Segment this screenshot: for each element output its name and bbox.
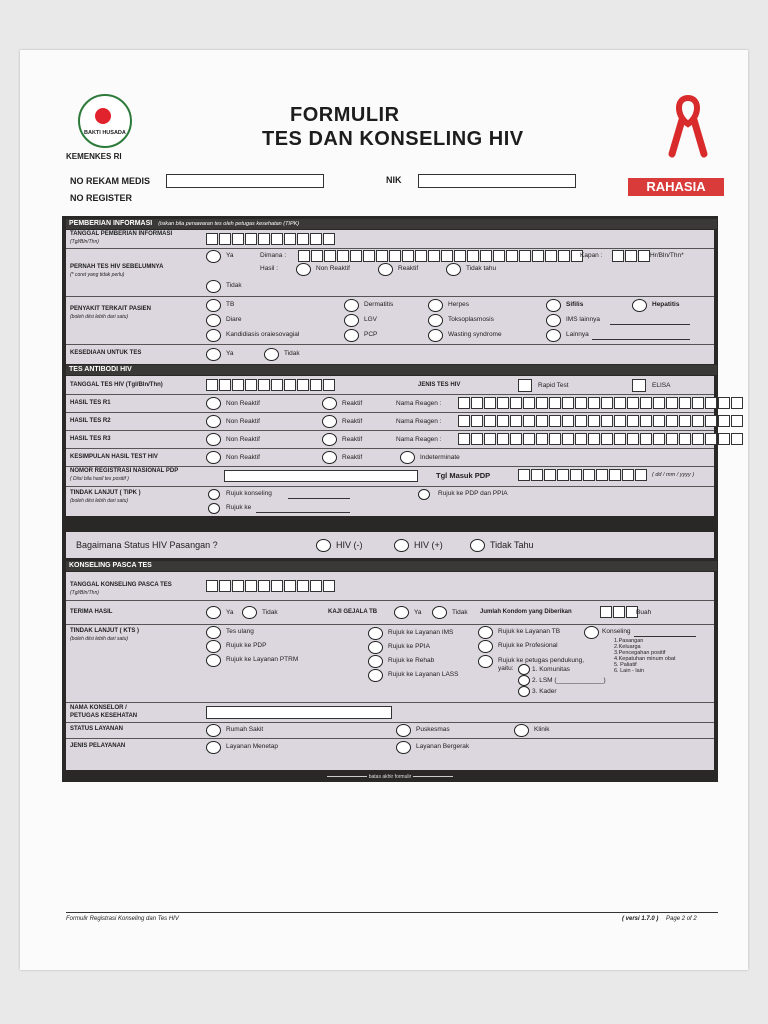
pend-kader-radio[interactable] xyxy=(518,686,530,697)
penyakit-hepatitis-radio[interactable] xyxy=(632,299,647,312)
status-rs-radio[interactable] xyxy=(206,724,221,737)
nik-input[interactable] xyxy=(418,174,576,188)
row-r2 xyxy=(66,412,714,431)
row-label: TANGGAL TES HIV (Tgl/Bln/Thn) xyxy=(70,382,163,388)
opt-label: Reaktif xyxy=(398,265,419,272)
opt-label: Sifilis xyxy=(566,301,584,308)
pend-kom-radio[interactable] xyxy=(518,664,530,675)
row-tindak-tipk xyxy=(66,486,714,516)
opt-label: Rujuk ke Layanan TB xyxy=(498,628,561,635)
row-sublabel: (Tgl/Bln/Thn) xyxy=(70,239,99,245)
elisa-checkbox[interactable] xyxy=(632,379,646,392)
section-pasca xyxy=(66,572,714,770)
rekam-medis-label: NO REKAM MEDIS xyxy=(70,176,151,186)
penyakit-toksop-radio[interactable] xyxy=(428,314,443,327)
kaji-label: KAJI GEJALA TB xyxy=(328,609,378,615)
opt-label: Reaktif xyxy=(342,436,363,443)
section-pemberian-header xyxy=(66,219,717,229)
penyakit-pcp-radio[interactable] xyxy=(344,329,359,342)
pasangan-pos-radio[interactable] xyxy=(394,539,409,552)
r3-nonreaktif-radio[interactable] xyxy=(206,433,221,446)
opt-label: Ya xyxy=(226,350,234,357)
row-sublabel: (Tgl/Bln/Thn) xyxy=(70,590,99,596)
opt-label: Buah xyxy=(636,609,652,616)
opt-label: Lainnya xyxy=(566,331,589,338)
opt-label: Toksoplasmosis xyxy=(448,316,494,323)
konseling-item: 6. Lain - lain xyxy=(614,668,644,674)
pernah-ya-radio[interactable] xyxy=(206,250,221,263)
jenis-label: JENIS TES HIV xyxy=(418,382,461,388)
opt-label: Non Reaktif xyxy=(226,454,260,461)
r2-reaktif-radio[interactable] xyxy=(322,415,337,428)
nik-label: NIK xyxy=(386,175,402,185)
section-title: PEMBERIAN INFORMASI xyxy=(69,220,153,227)
tgl-pasca-cells[interactable] xyxy=(206,580,336,592)
r2-nonreaktif-radio[interactable] xyxy=(206,415,221,428)
opt-label: Hr/Bln/Thn* xyxy=(650,252,684,259)
r2-reagen-cells[interactable] xyxy=(458,415,744,427)
footer-version xyxy=(622,916,697,922)
row-r3 xyxy=(66,430,714,449)
konseling-line[interactable] xyxy=(634,636,696,637)
row-label: STATUS LAYANAN xyxy=(70,726,124,732)
tgl-pdp-cells[interactable] xyxy=(518,469,648,481)
row-sublabel: (* coret yang tidak perlu) xyxy=(70,272,125,278)
row-label: TINDAK LANJUT ( TIPK ) xyxy=(70,490,141,496)
row-terima xyxy=(66,600,714,625)
status-klinik-radio[interactable] xyxy=(514,724,529,737)
opt-label: 2. LSM (_____________) xyxy=(532,677,606,684)
rujuk-ke-radio[interactable] xyxy=(208,503,220,514)
opt-label: Rujuk ke Rehab xyxy=(388,657,435,664)
form-title-2: TES DAN KONSELING HIV xyxy=(262,128,524,150)
nomor-pdp-input[interactable] xyxy=(224,470,418,482)
penyakit-derma-radio[interactable] xyxy=(344,299,359,312)
row-label: HASIL TES R3 xyxy=(70,436,111,442)
penyakit-lgv-radio[interactable] xyxy=(344,314,359,327)
row-label: TANGGAL PEMBERIAN INFORMASI xyxy=(70,231,173,237)
konseling-item: 3.Pencegahan positif xyxy=(614,650,666,656)
pasangan-question: Bagaimana Status HIV Pasangan ? xyxy=(76,540,218,550)
penyakit-herpes-radio[interactable] xyxy=(428,299,443,312)
kts-lass-radio[interactable] xyxy=(368,669,383,682)
opt-label: Rujuk ke petugas pendukung, xyxy=(498,657,585,664)
rapid-checkbox[interactable] xyxy=(518,379,532,392)
footer-form-name: Formulir Registrasi Konseling dan Tes HIV xyxy=(66,916,179,922)
penyakit-ims-radio[interactable] xyxy=(546,314,561,327)
opt-label: Rujuk ke PPIA xyxy=(388,643,430,650)
r3-reagen-cells[interactable] xyxy=(458,433,744,445)
row-tindak-kts xyxy=(66,624,714,703)
rujuk-kons-line[interactable] xyxy=(288,498,350,499)
dimana-cells[interactable] xyxy=(298,250,584,262)
kaji-ya-radio[interactable] xyxy=(394,606,409,619)
row-status-layanan xyxy=(66,722,714,739)
opt-label: Reaktif xyxy=(342,400,363,407)
pernah-tidak-radio[interactable] xyxy=(206,280,221,293)
row-tgl-pasca xyxy=(66,572,714,601)
jenis-menetap-radio[interactable] xyxy=(206,741,221,754)
opt-label: Tidak xyxy=(452,609,468,616)
rekam-medis-input[interactable] xyxy=(166,174,324,188)
bakti-husada-logo-icon xyxy=(78,94,132,148)
kes-nonreaktif-radio[interactable] xyxy=(206,451,221,464)
penyakit-tb-radio[interactable] xyxy=(206,299,221,312)
opt-label: TB xyxy=(226,301,235,308)
row-sublabel: (boleh diisi lebih dari satu) xyxy=(70,314,129,320)
lainnya-line[interactable] xyxy=(592,339,690,340)
pend-lsm-radio[interactable] xyxy=(518,675,530,686)
opt-label: Rujuk ke Layanan LASS xyxy=(388,671,459,678)
kts-rehab-radio[interactable] xyxy=(368,655,383,668)
rujuk-ke-line[interactable] xyxy=(256,512,350,513)
opt-label: HIV (+) xyxy=(414,540,443,550)
r1-reaktif-radio[interactable] xyxy=(322,397,337,410)
opt-label: Non Reaktif xyxy=(226,400,260,407)
opt-label: IMS lainnya xyxy=(566,316,600,323)
konseling-item: 5. Paliatif xyxy=(614,662,637,668)
opt-label: Dermatitis xyxy=(364,301,394,308)
opt-label: Tes ulang xyxy=(226,628,254,635)
opt-label: Konseling xyxy=(602,628,631,635)
row-jenis-pelayanan xyxy=(66,738,714,756)
opt-label: Dimana : xyxy=(260,252,287,259)
row-kesimpulan xyxy=(66,448,714,467)
row-sublabel: ( Diisi bila hasil tes positif ) xyxy=(70,476,129,482)
kondom-label: Jumlah Kondom yang Diberikan xyxy=(480,609,572,615)
opt-label: Kapan : xyxy=(580,252,603,259)
opt-label: Non Reaktif xyxy=(226,436,260,443)
kapan-cells[interactable] xyxy=(612,250,651,262)
penyakit-diare-radio[interactable] xyxy=(206,314,221,327)
kaji-tidak-radio[interactable] xyxy=(432,606,447,619)
hasil-tidaktahu-radio[interactable] xyxy=(446,263,461,276)
jenis-bergerak-radio[interactable] xyxy=(396,741,411,754)
opt-label: ELISA xyxy=(652,382,671,389)
form-frame xyxy=(62,216,718,782)
opt-label: Tidak xyxy=(284,350,300,357)
opt-label: Non Reaktif xyxy=(316,265,350,272)
kts-konseling-radio[interactable] xyxy=(584,626,599,639)
tgl-tes-cells[interactable] xyxy=(206,379,336,391)
row-label: PENYAKIT TERKAIT PASIEN xyxy=(70,306,152,312)
row-label: PETUGAS KESEHATAN xyxy=(70,713,138,719)
row-konselor xyxy=(66,702,714,723)
kesediaan-ya-radio[interactable] xyxy=(206,348,221,361)
form-end-label: batas akhir formulir xyxy=(368,774,412,780)
hasil-reaktif-radio[interactable] xyxy=(378,263,393,276)
row-penyakit xyxy=(66,296,714,345)
section-pemberian xyxy=(66,230,714,364)
row-label: NAMA KONSELOR / xyxy=(70,705,127,711)
opt-label: PCP xyxy=(364,331,378,338)
r3-reaktif-radio[interactable] xyxy=(322,433,337,446)
konselor-input[interactable] xyxy=(206,706,392,719)
opt-label: Hasil : xyxy=(260,265,279,272)
row-sublabel: (boleh diisi lebih dari satu) xyxy=(70,498,129,504)
row-nomor-pdp xyxy=(66,466,714,487)
rujuk-kons-radio[interactable] xyxy=(208,489,220,500)
opt-label: Herpes xyxy=(448,301,469,308)
row-tgl-tes xyxy=(66,376,714,395)
opt-label: Kandidiasis oraiesovagial xyxy=(226,331,300,338)
r1-reagen-cells[interactable] xyxy=(458,397,744,409)
row-label: TERIMA HASIL xyxy=(70,609,113,615)
row-sublabel: (boleh diisi lebih dari satu) xyxy=(70,636,129,642)
opt-label: Non Reaktif xyxy=(226,418,260,425)
opt-label: Reaktif xyxy=(342,454,363,461)
row-label: KESEDIAAN UNTUK TES xyxy=(70,350,142,356)
penyakit-lainnya-radio[interactable] xyxy=(546,329,561,342)
kes-indet-radio[interactable] xyxy=(400,451,415,464)
opt-label: Puskesmas xyxy=(416,726,450,733)
hasil-nonreaktif-radio[interactable] xyxy=(296,263,311,276)
opt-label: HIV (-) xyxy=(336,540,363,550)
section-note: (isikan bila penawaran tes oleh petugas kesehatan (TIPK) xyxy=(158,221,300,227)
row-r1 xyxy=(66,394,714,413)
register-label: NO REGISTER xyxy=(70,193,133,203)
row-label: PERNAH TES HIV SEBELUMNYA xyxy=(70,264,164,270)
section-antibodi-header: TES ANTIBODI HIV xyxy=(66,365,717,375)
kts-pdp-radio[interactable] xyxy=(206,640,221,653)
kts-lims-radio[interactable] xyxy=(368,627,383,640)
row-label: TINDAK LANJUT ( KTS ) xyxy=(70,628,139,634)
opt-label: Klinik xyxy=(534,726,550,733)
row-label: JENIS PELAYANAN xyxy=(70,743,126,749)
section-pasangan xyxy=(66,532,714,558)
row-label: TANGGAL KONSELING PASCA TES xyxy=(70,582,172,588)
tgl-pdp-label: Tgl Masuk PDP xyxy=(436,471,491,480)
opt-label: Diare xyxy=(226,316,242,323)
opt-label: Wasting syndrome xyxy=(448,331,502,338)
logo-text: BAKTI HUSADA xyxy=(84,130,126,136)
kes-reaktif-radio[interactable] xyxy=(322,451,337,464)
org-name: KEMENKES RI xyxy=(66,152,122,161)
version-label: ( versi 1.7.0 ) xyxy=(622,916,659,922)
konseling-item: 1.Pasangan xyxy=(614,638,644,644)
penyakit-kandi-radio[interactable] xyxy=(206,329,221,342)
opt-label: 3. Kader xyxy=(532,688,557,695)
page-number: Page 2 of 2 xyxy=(666,916,697,922)
opt-label: Rujuk ke Layanan PTRM xyxy=(226,656,299,663)
kondom-cells[interactable] xyxy=(600,606,639,618)
opt-label: Nama Reagen : xyxy=(396,400,442,407)
r1-nonreaktif-radio[interactable] xyxy=(206,397,221,410)
opt-label: Tidak tahu xyxy=(466,265,497,272)
opt-label: Ya xyxy=(226,252,234,259)
penyakit-sifilis-radio[interactable] xyxy=(546,299,561,312)
opt-label: Hepatitis xyxy=(652,301,680,308)
opt-label: Rujuk ke Profesional xyxy=(498,642,558,649)
pasangan-neg-radio[interactable] xyxy=(316,539,331,552)
opt-label: Rapid Test xyxy=(538,382,569,389)
kts-ppia-radio[interactable] xyxy=(368,641,383,654)
terima-tidak-radio[interactable] xyxy=(242,606,257,619)
form-end-marker xyxy=(62,774,718,780)
konseling-item: 4.Kepatuhan minum obat xyxy=(614,656,676,662)
penyakit-wasting-radio[interactable] xyxy=(428,329,443,342)
row-kesediaan xyxy=(66,344,714,364)
opt-label: Ya xyxy=(414,609,422,616)
opt-label: Layanan Menetap xyxy=(226,743,279,750)
opt-label: Indeterminate xyxy=(420,454,460,461)
row-label: NOMOR REGISTRASI NASIONAL PDP xyxy=(70,468,179,474)
opt-label: yaitu: xyxy=(498,665,514,672)
row-label: KESIMPULAN HASIL TEST HIV xyxy=(70,454,158,460)
row-pernah xyxy=(66,248,714,297)
opt-label: Nama Reagen : xyxy=(396,418,442,425)
opt-label: Ya xyxy=(226,609,234,616)
terima-ya-radio[interactable] xyxy=(206,606,221,619)
pasangan-tt-radio[interactable] xyxy=(470,539,485,552)
red-ribbon-icon xyxy=(668,94,708,158)
footer-line xyxy=(66,912,718,913)
form-title-1: FORMULIR xyxy=(290,104,400,126)
kts-prof-radio[interactable] xyxy=(478,640,493,653)
ims-line[interactable] xyxy=(610,324,690,325)
opt-label: 1. Komunitas xyxy=(532,666,570,673)
konseling-item: 2.Keluarga xyxy=(614,644,641,650)
date-cells[interactable] xyxy=(206,233,336,245)
kesediaan-tidak-radio[interactable] xyxy=(264,348,279,361)
opt-label: Rujuk ke xyxy=(226,504,252,511)
status-pusk-radio[interactable] xyxy=(396,724,411,737)
opt-label: Tidak xyxy=(226,282,242,289)
opt-label: LGV xyxy=(364,316,378,323)
rujuk-pdp-radio[interactable] xyxy=(418,489,430,500)
opt-label: Tidak Tahu xyxy=(490,540,534,550)
opt-label: Rujuk ke Layanan IMS xyxy=(388,629,454,636)
opt-label: Nama Reagen : xyxy=(396,436,442,443)
section-pasca-header: KONSELING PASCA TES xyxy=(66,561,717,571)
confidential-badge: RAHASIA xyxy=(628,178,724,196)
opt-label: Rujuk konseling xyxy=(226,490,272,497)
section-antibodi xyxy=(66,376,714,516)
opt-label: ( dd / mm / yyyy ) xyxy=(652,472,695,478)
opt-label: Rumah Sakit xyxy=(226,726,264,733)
opt-label: Layanan Bergerak xyxy=(416,743,470,750)
row-label: HASIL TES R1 xyxy=(70,400,111,406)
row-label: HASIL TES R2 xyxy=(70,418,111,424)
kts-ptrm-radio[interactable] xyxy=(206,654,221,667)
opt-label: Rujuk ke PDP xyxy=(226,642,267,649)
kts-pend-radio[interactable] xyxy=(478,655,493,668)
opt-label: Reaktif xyxy=(342,418,363,425)
opt-label: Tidak xyxy=(262,609,278,616)
kts-tesulang-radio[interactable] xyxy=(206,626,221,639)
opt-label: Rujuk ke PDP dan PPIA xyxy=(438,490,508,497)
kts-ltb-radio[interactable] xyxy=(478,626,493,639)
row-tgl-info xyxy=(66,230,714,249)
